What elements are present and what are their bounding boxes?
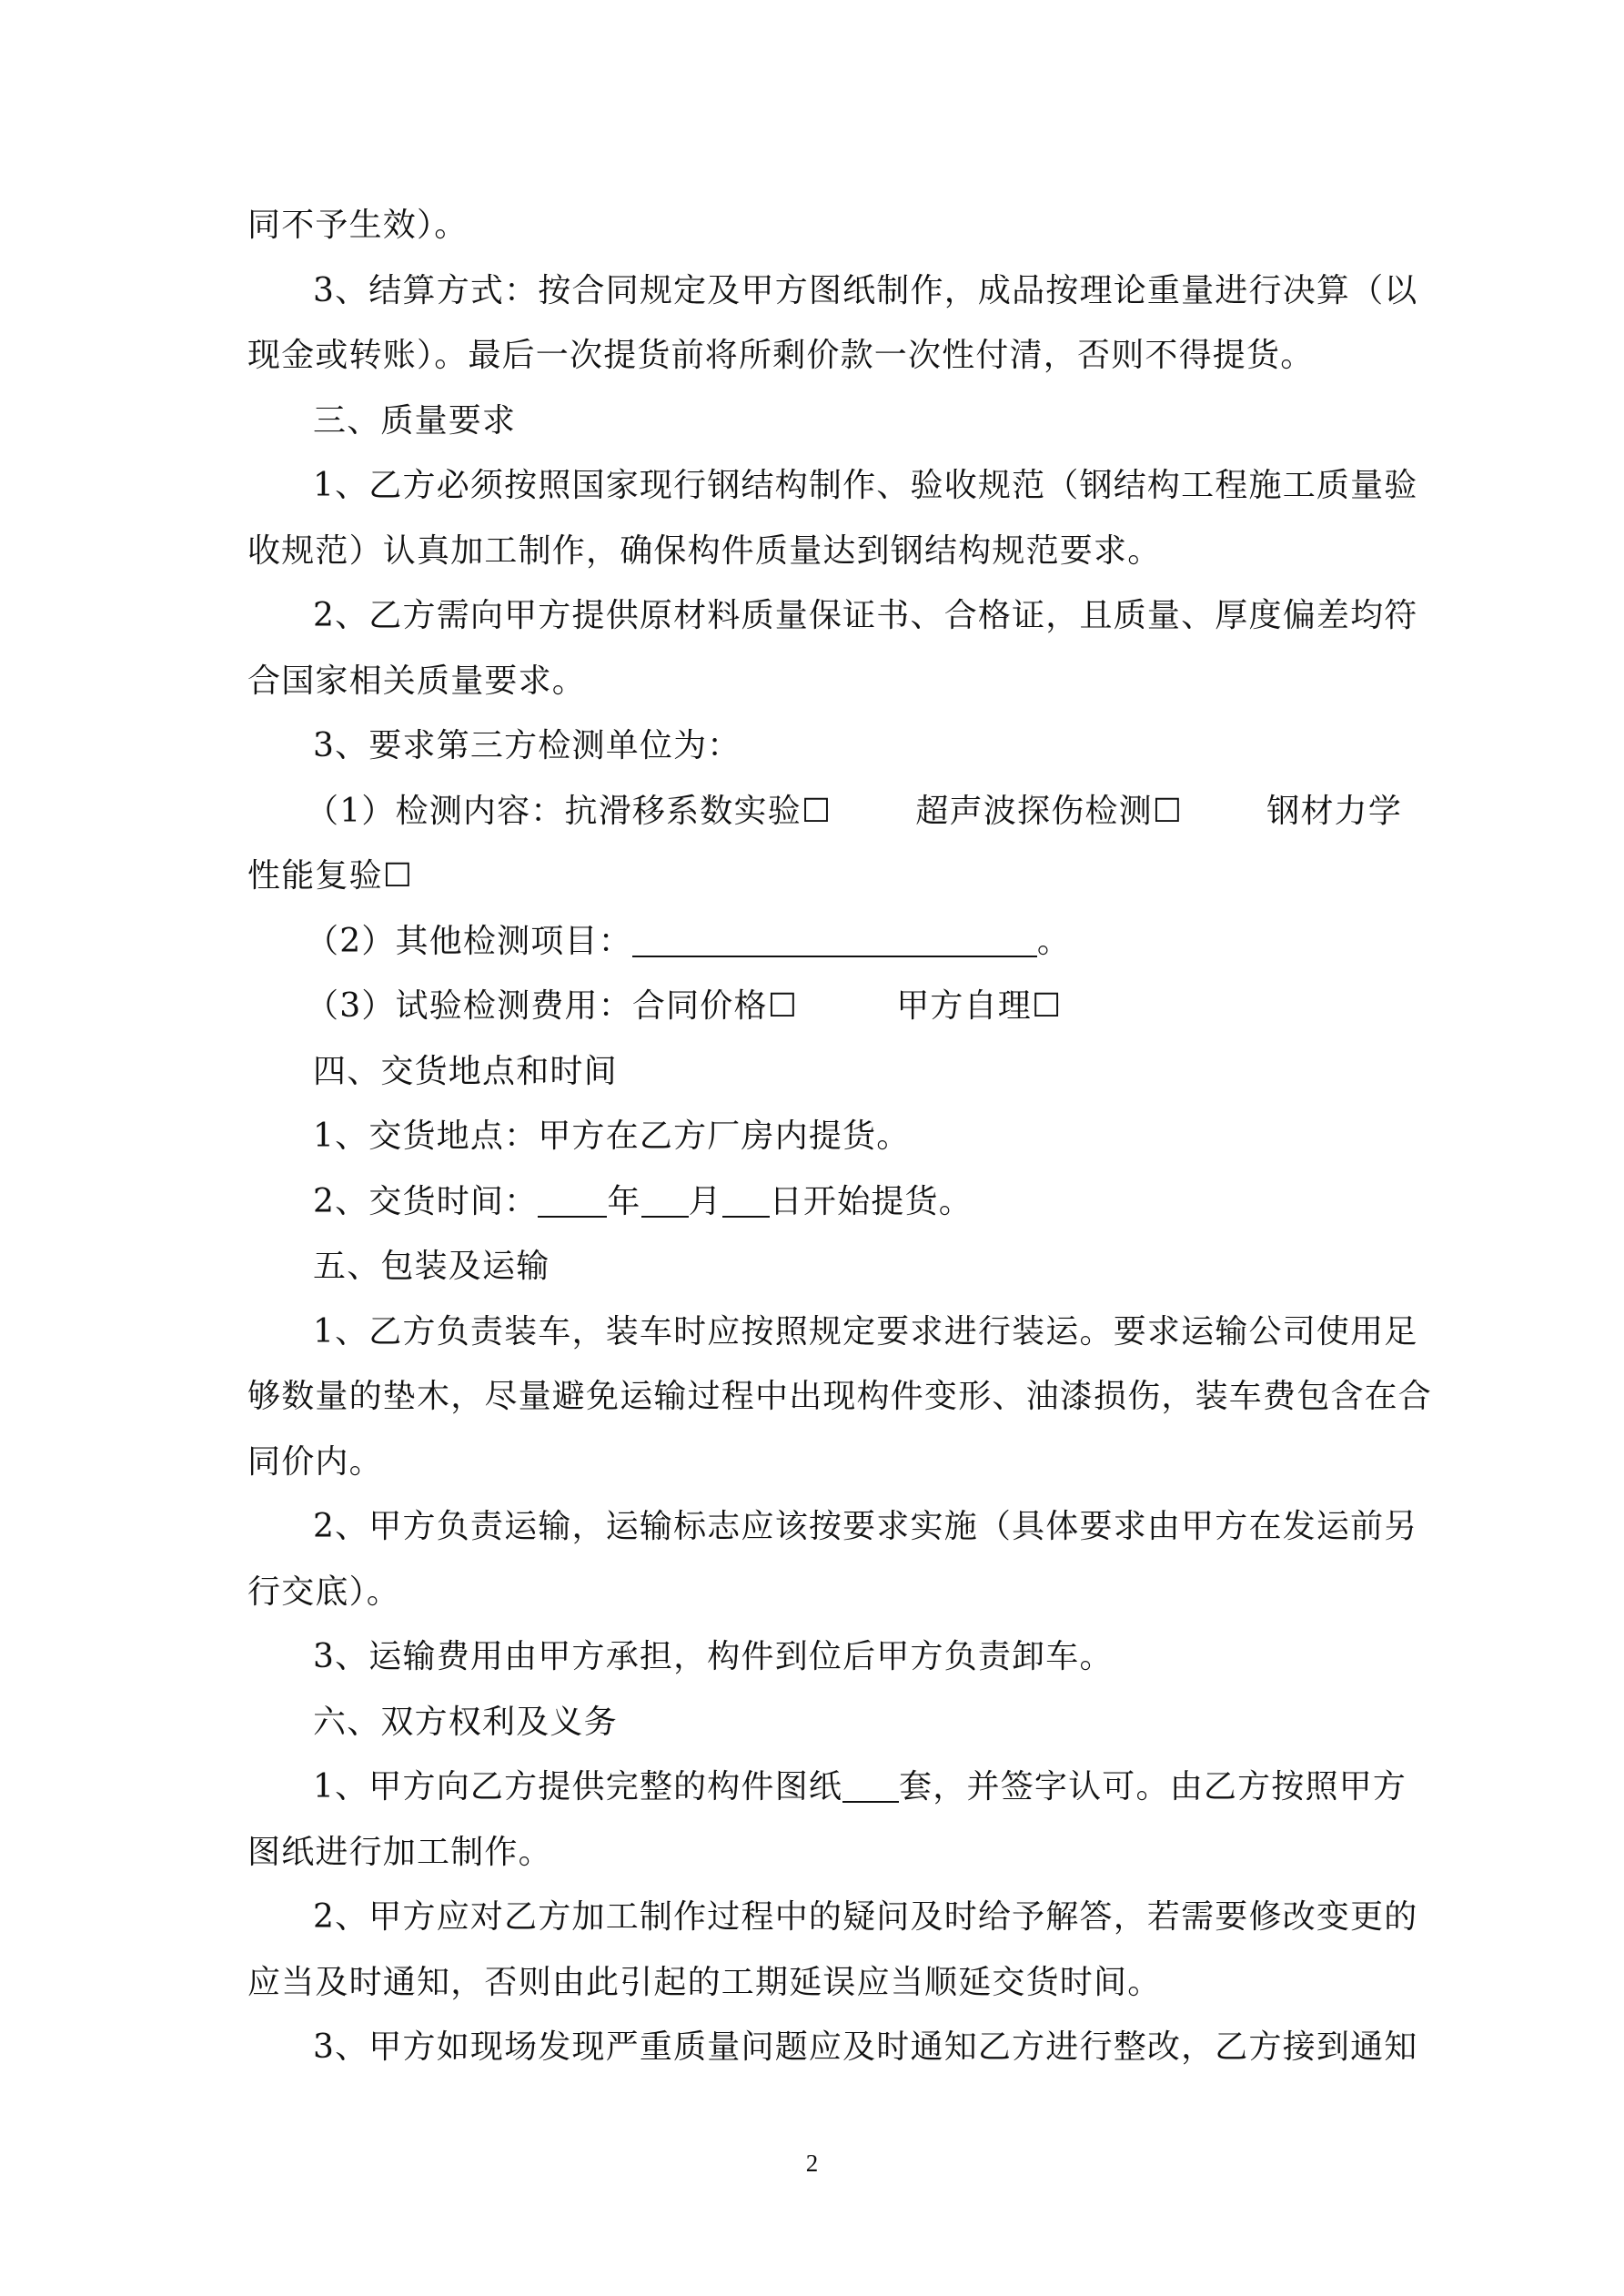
text-line: 2、乙方需向甲方提供原材料质量保证书、合格证，且质量、厚度偏差均符 bbox=[313, 597, 1418, 634]
fill-line: 1、甲方向乙方提供完整的构件图纸 套，并签字认可。由乙方按照甲方 bbox=[313, 1768, 1407, 1805]
fill-line: （2）其他检测项目： 。 bbox=[306, 922, 1072, 960]
document-body bbox=[247, 193, 1433, 2080]
text-line: 2、甲方负责运输，运输标志应该按要求实施（具体要求由甲方在发运前另 bbox=[313, 1508, 1418, 1545]
fill-blank bbox=[722, 1183, 770, 1218]
text-line: 1、交货地点：甲方在乙方厂房内提货。 bbox=[313, 1118, 911, 1155]
fill-blank bbox=[641, 1183, 689, 1218]
text-line: 2、甲方应对乙方加工制作过程中的疑问及时给予解答，若需要修改变更的 bbox=[313, 1898, 1418, 1936]
check-item: 甲方自理☐ bbox=[896, 987, 1063, 1025]
text-line: 够数量的垫木，尽量避免运输过程中出现构件变形、油漆损伤，装车费包含在合 bbox=[247, 1378, 1433, 1415]
fill-blank bbox=[842, 1768, 899, 1803]
section-heading: 六、双方权利及义务 bbox=[313, 1703, 618, 1741]
check-item: （3）试验检测费用：合同价格☐ bbox=[306, 987, 799, 1025]
text-line: 行交底）。 bbox=[247, 1573, 401, 1611]
checkbox-line bbox=[247, 974, 1394, 1039]
text-line: 1、乙方负责装车，装车时应按照规定要求进行装运。要求运输公司使用足 bbox=[313, 1312, 1418, 1350]
text-line: 合国家相关质量要求。 bbox=[247, 662, 587, 700]
text-line: 同不予生效）。 bbox=[247, 207, 469, 244]
section-heading: 三、质量要求 bbox=[313, 401, 517, 440]
page-number: 2 bbox=[805, 2149, 819, 2177]
text-line: 3、运输费用由甲方承担，构件到位后甲方负责卸车。 bbox=[313, 1638, 1114, 1675]
section-heading: 五、包装及运输 bbox=[313, 1248, 550, 1285]
text-line: 应当及时通知，否则由此引起的工期延误应当顺延交货时间。 bbox=[247, 1963, 1162, 2001]
text-line: 1、乙方必须按照国家现行钢结构制作、验收规范（钢结构工程施工质量验 bbox=[313, 467, 1418, 504]
date-line: 2、交货时间： 年 月 日开始提货。 bbox=[313, 1182, 973, 1220]
text-line: 3、结算方式：按合同规定及甲方图纸制作，成品按理论重量进行决算（以 bbox=[313, 271, 1418, 309]
text-line: 收规范）认真加工制作，确保构件质量达到钢结构规范要求。 bbox=[247, 531, 1162, 570]
check-item: （1）检测内容：抗滑移系数实验☐ bbox=[306, 792, 832, 830]
text-line: 3、甲方如现场发现严重质量问题应及时通知乙方进行整改，乙方接到通知 bbox=[313, 2028, 1418, 2066]
check-item-partial: 钢材力学 bbox=[1266, 792, 1403, 830]
section-heading: 四、交货地点和时间 bbox=[313, 1052, 618, 1090]
check-item: 超声波探伤检测☐ bbox=[915, 792, 1184, 830]
fill-blank bbox=[632, 923, 1037, 957]
text-line: 同价内。 bbox=[247, 1442, 383, 1481]
checkbox-line bbox=[247, 779, 1403, 845]
text-line: 图纸进行加工制作。 bbox=[247, 1833, 552, 1871]
text-line: 现金或转账）。最后一次提货前将所剩价款一次性付清，否则不得提货。 bbox=[247, 337, 1315, 374]
text-line: 3、要求第三方检测单位为： bbox=[313, 727, 741, 764]
fill-blank bbox=[538, 1183, 607, 1218]
text-line: 性能复验☐ bbox=[247, 857, 414, 895]
